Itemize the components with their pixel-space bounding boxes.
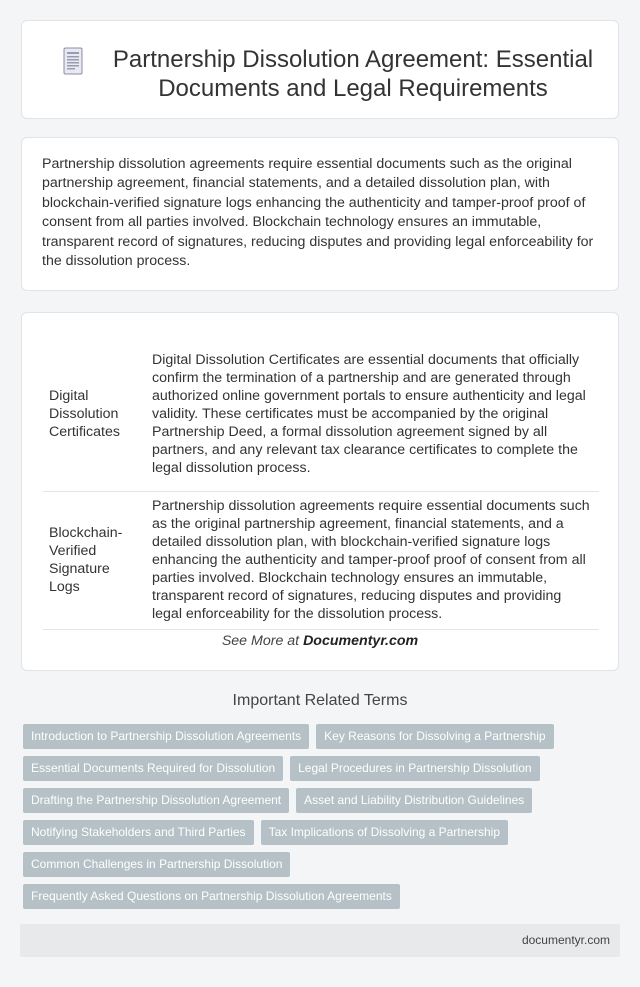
document-icon <box>62 47 84 75</box>
description-cell: Partnership dissolution agreements require essential documents such as the original partnership agreement, financial statements, and a detailed dissolution plan, with blockchain-verified signature logs enhancing the authenticity and tamper-proof proof of consent from all parties involved. Blockchain technology ensures an immutable, transparent record of signatures, reducing disputes and providing legal enforceability for the dissolution process. <box>152 498 590 622</box>
related-tag[interactable]: Legal Procedures in Partnership Dissolution <box>290 756 539 781</box>
page-title: Partnership Dissolution Agreement: Essential Documents and Legal Requirements <box>112 46 594 102</box>
related-terms-title: Important Related Terms <box>232 692 408 709</box>
description-cell: Digital Dissolution Certificates are essential documents that officially confirm the termination of a partnership and are generated through authorized online government portals to ensure authenticity and legal validity. These certificates must be accompanied by the original Partnership Deed, a formal dissolution agreement signed by all partners, and any relevant tax clearance certificates to complete the legal dissolution process. <box>152 351 586 476</box>
see-more-prefix: See More at <box>221 633 304 649</box>
table-row <box>43 337 599 491</box>
related-tag[interactable]: Introduction to Partnership Dissolution Agreements <box>23 724 309 749</box>
intro-text: Partnership dissolution agreements require essential documents such as the original partnership agreement, financial statements, and a detailed dissolution plan, with blockchain-verified signature logs enhancing the authenticity and tamper-proof proof of consent from all parties involved. Blockchain technology ensures an immutable, transparent record of signatures, reducing disputes and providing legal enforceability for the dissolution process. <box>42 156 594 270</box>
terms-table-card <box>21 312 619 671</box>
related-tag[interactable]: Notifying Stakeholders and Third Parties <box>23 820 254 845</box>
related-tag[interactable]: Drafting the Partnership Dissolution Agreement <box>23 788 289 813</box>
related-tag[interactable]: Essential Documents Required for Dissolution <box>23 756 283 781</box>
see-more-link[interactable] <box>22 633 618 649</box>
terms-table <box>43 337 599 630</box>
related-terms-tags <box>23 724 623 916</box>
title-card <box>21 20 619 119</box>
related-tag[interactable]: Tax Implications of Dissolving a Partnership <box>261 820 508 845</box>
footer-site-link[interactable]: documentyr.com <box>521 933 610 947</box>
intro-card <box>21 137 619 291</box>
term-cell: Digital Dissolution Certificates <box>49 387 120 440</box>
table-row <box>43 491 599 629</box>
related-tag[interactable]: Key Reasons for Dissolving a Partnership <box>316 724 553 749</box>
footer <box>20 924 620 957</box>
see-more-site[interactable]: Documentyr.com <box>303 633 419 649</box>
related-tag[interactable]: Common Challenges in Partnership Dissolution <box>23 852 290 877</box>
term-cell: Blockchain-Verified Signature Logs <box>49 525 123 595</box>
related-tag[interactable]: Frequently Asked Questions on Partnership Dissolution Agreements <box>23 884 400 909</box>
related-tag[interactable]: Asset and Liability Distribution Guidelines <box>296 788 532 813</box>
